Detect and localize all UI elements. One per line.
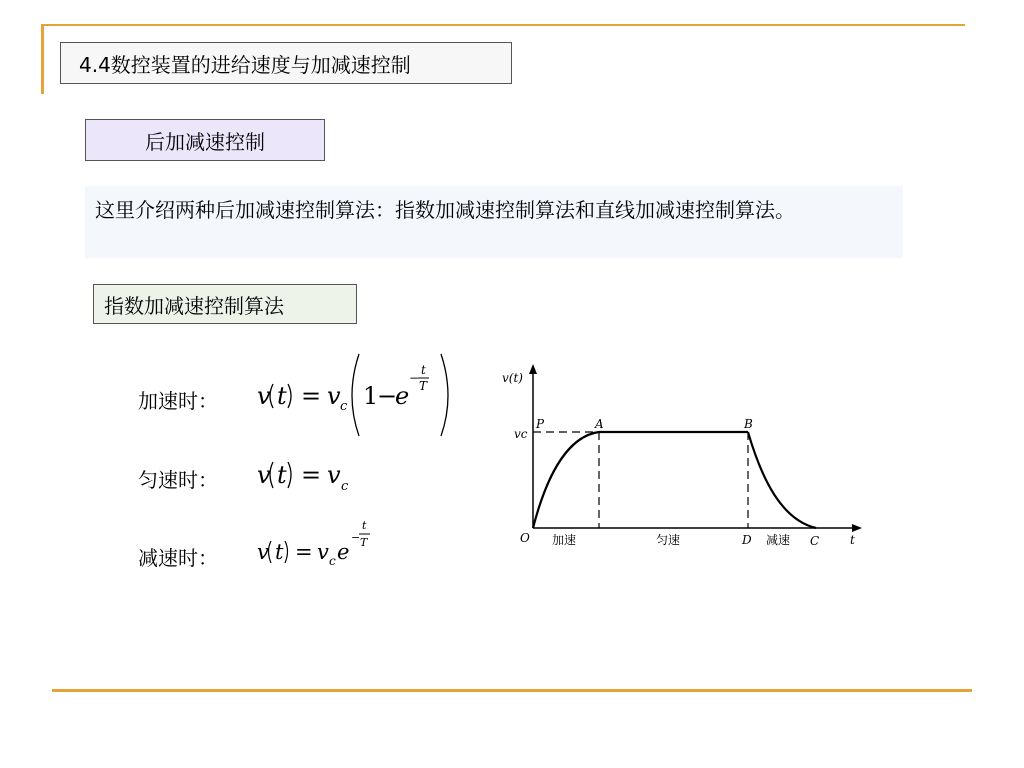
- svg-text:−: −: [377, 382, 398, 410]
- slide-title: [60, 42, 512, 84]
- svg-text:c: c: [329, 554, 336, 568]
- svg-text:t: t: [275, 540, 284, 564]
- accel-label: 加速时：: [138, 389, 218, 413]
- point-d-label: D: [742, 533, 752, 547]
- svg-text:T: T: [360, 536, 368, 549]
- point-o-label: O: [520, 531, 530, 545]
- point-b-label: B: [744, 417, 753, 431]
- intro-text: 这里介绍两种后加减速控制算法：指数加减速控制算法和直线加减速控制算法。: [95, 198, 795, 222]
- svg-text:v: v: [327, 461, 341, 489]
- x-axis-arrow: [852, 524, 862, 532]
- const-formula: [255, 450, 375, 500]
- intro-paragraph: [85, 186, 903, 258]
- svg-text:v: v: [257, 382, 271, 410]
- svg-text:=: =: [295, 540, 313, 564]
- point-a-label: A: [595, 417, 604, 431]
- svg-text:−: −: [409, 371, 420, 385]
- velocity-chart: [500, 360, 880, 560]
- point-c-label: C: [810, 534, 820, 548]
- section-heading: [93, 284, 357, 324]
- subtitle-text: 后加减速控制: [145, 129, 265, 154]
- svg-text:e: e: [337, 540, 350, 564]
- phase-decel-label: 减速: [766, 533, 791, 547]
- svg-text:t: t: [421, 363, 426, 377]
- slide-title-text: 4.4数控装置的进给速度与加减速控制: [79, 52, 411, 77]
- svg-text:c: c: [340, 399, 348, 414]
- svg-text:=: =: [301, 461, 322, 489]
- const-label: 匀速时：: [138, 468, 218, 492]
- x-axis-label: t: [850, 533, 855, 547]
- svg-text:t: t: [277, 461, 287, 489]
- accel-formula: [255, 348, 465, 444]
- y-axis-label: v(t): [502, 371, 523, 385]
- phase-accel-label: 加速: [552, 533, 577, 547]
- accel-curve: [533, 432, 599, 528]
- svg-text:c: c: [341, 479, 349, 494]
- decorative-left-bar: [41, 24, 44, 94]
- decel-curve: [748, 432, 816, 528]
- svg-text:−: −: [351, 531, 361, 544]
- decel-formula: [255, 515, 385, 570]
- svg-text:t: t: [362, 519, 367, 532]
- section-heading-text: 指数加减速控制算法: [104, 293, 284, 318]
- y-axis-arrow: [529, 364, 537, 374]
- svg-text:e: e: [395, 382, 410, 410]
- decorative-top-line: [41, 24, 965, 26]
- svg-text:T: T: [419, 379, 428, 393]
- svg-text:v: v: [327, 382, 341, 410]
- svg-text:=: =: [301, 382, 322, 410]
- vc-label: vc: [514, 427, 528, 441]
- svg-text:v: v: [317, 540, 329, 564]
- svg-text:v: v: [257, 540, 269, 564]
- point-p-label: P: [536, 417, 545, 431]
- svg-text:v: v: [257, 461, 271, 489]
- decorative-bottom-line: [52, 689, 972, 692]
- subtitle-box: [85, 119, 325, 161]
- svg-text:1: 1: [363, 382, 379, 410]
- decel-label: 减速时：: [138, 546, 218, 570]
- phase-const-label: 匀速: [656, 533, 681, 547]
- svg-text:t: t: [277, 382, 287, 410]
